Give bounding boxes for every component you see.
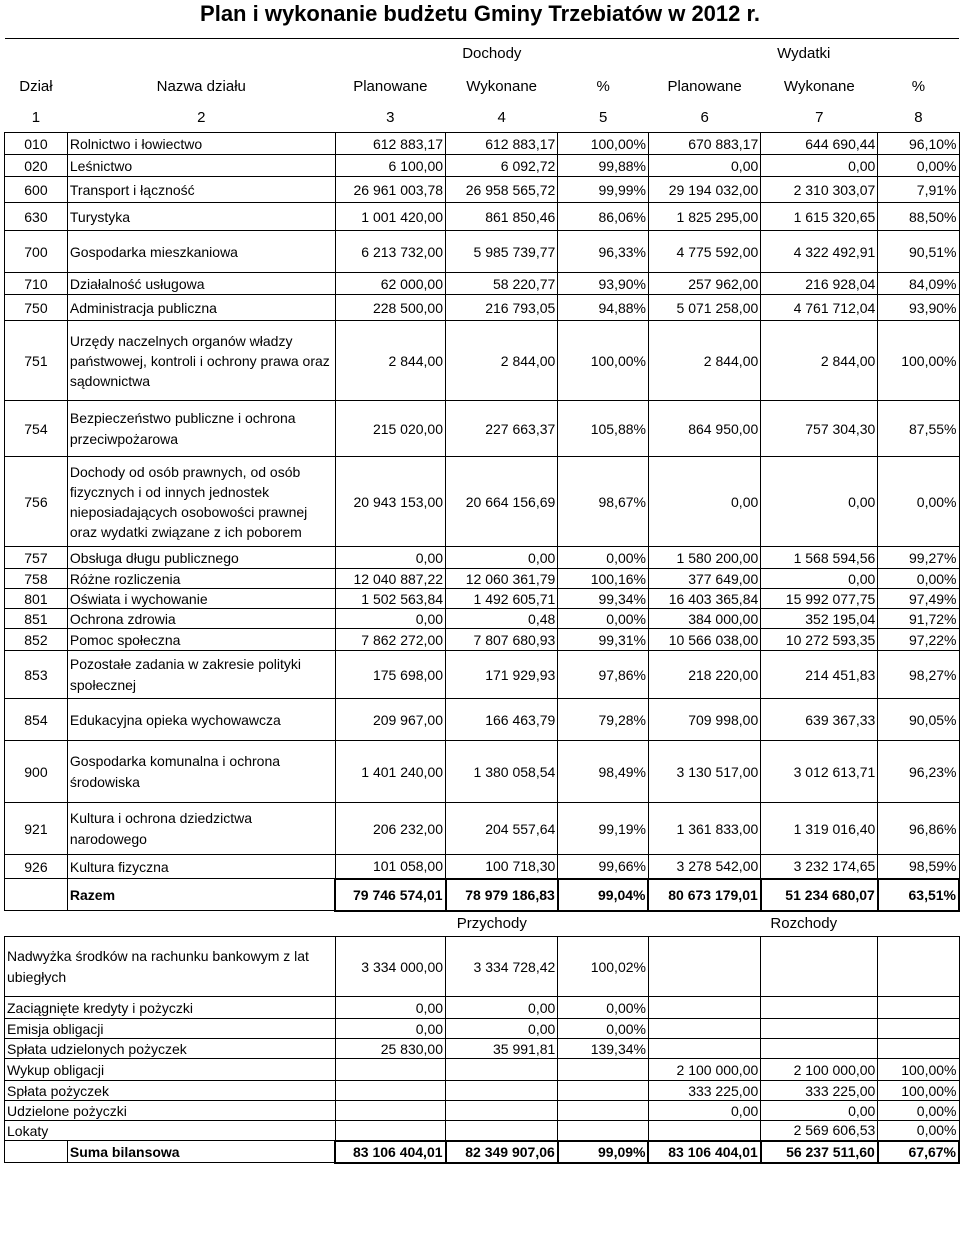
razem-value: 63,51% xyxy=(878,879,959,911)
finance-label: Spłata pożyczek xyxy=(5,1081,336,1101)
value-cell: 227 663,37 xyxy=(446,401,558,457)
table-row xyxy=(5,651,960,699)
value-cell: 171 929,93 xyxy=(446,651,558,699)
value-cell: 1 502 563,84 xyxy=(335,589,445,609)
table-row xyxy=(5,547,960,569)
suma-value: 83 106 404,01 xyxy=(648,1141,760,1163)
value-cell: 96,33% xyxy=(558,231,649,273)
value-cell: 1 580 200,00 xyxy=(648,547,760,569)
value-cell: 98,59% xyxy=(878,855,959,879)
suma-value: 83 106 404,01 xyxy=(335,1141,445,1163)
value-cell: 1 568 594,56 xyxy=(761,547,878,569)
value-cell: 209 967,00 xyxy=(335,699,445,741)
value-cell: 3 232 174,65 xyxy=(761,855,878,879)
value-cell: 100,00% xyxy=(878,1081,959,1101)
column-number: 3 xyxy=(335,105,445,133)
dzial-name: Pomoc społeczna xyxy=(67,629,335,651)
value-cell: 105,88% xyxy=(558,401,649,457)
value-cell: 93,90% xyxy=(878,295,959,321)
dzial-name: Różne rozliczenia xyxy=(67,569,335,589)
value-cell: 100,00% xyxy=(878,1059,959,1081)
value-cell: 166 463,79 xyxy=(446,699,558,741)
table-row xyxy=(5,321,960,401)
value-cell: 1 401 240,00 xyxy=(335,741,445,803)
value-cell: 90,51% xyxy=(878,231,959,273)
value-cell: 5 985 739,77 xyxy=(446,231,558,273)
value-cell: 87,55% xyxy=(878,401,959,457)
value-cell xyxy=(446,1121,558,1141)
value-cell: 10 566 038,00 xyxy=(648,629,760,651)
value-cell: 10 272 593,35 xyxy=(761,629,878,651)
value-cell: 0,00 xyxy=(761,155,878,177)
value-cell: 3 130 517,00 xyxy=(648,741,760,803)
value-cell: 0,00 xyxy=(648,155,760,177)
value-cell: 2 100 000,00 xyxy=(761,1059,878,1081)
column-number: 4 xyxy=(446,105,558,133)
razem-value: 99,04% xyxy=(558,879,649,911)
value-cell: 7 862 272,00 xyxy=(335,629,445,651)
value-cell: 86,06% xyxy=(558,203,649,231)
razem-value: 78 979 186,83 xyxy=(446,879,558,911)
table-row xyxy=(5,609,960,629)
dzial-code: 853 xyxy=(5,651,68,699)
value-cell: 228 500,00 xyxy=(335,295,445,321)
value-cell xyxy=(878,937,959,997)
table-row xyxy=(5,569,960,589)
table-row xyxy=(5,589,960,609)
value-cell: 0,00% xyxy=(878,1101,959,1121)
dzial-name: Ochrona zdrowia xyxy=(67,609,335,629)
dzial-name: Gospodarka mieszkaniowa xyxy=(67,231,335,273)
wydatki-header: Wydatki xyxy=(648,39,959,69)
value-cell: 1 492 605,71 xyxy=(446,589,558,609)
empty-cell xyxy=(5,1141,68,1163)
dzial-name: Rolnictwo i łowiectwo xyxy=(67,133,335,155)
value-cell: 215 020,00 xyxy=(335,401,445,457)
dzial-name: Działalność usługowa xyxy=(67,273,335,295)
value-cell: 7,91% xyxy=(878,177,959,203)
value-cell: 709 998,00 xyxy=(648,699,760,741)
value-cell: 2 310 303,07 xyxy=(761,177,878,203)
finance-row xyxy=(5,1101,960,1121)
value-cell: 35 991,81 xyxy=(446,1039,558,1059)
table-row xyxy=(5,855,960,879)
dzial-code: 600 xyxy=(5,177,68,203)
value-cell: 0,00 xyxy=(648,457,760,547)
value-cell: 612 883,17 xyxy=(335,133,445,155)
value-cell: 670 883,17 xyxy=(648,133,760,155)
value-cell: 377 649,00 xyxy=(648,569,760,589)
value-cell xyxy=(648,1121,760,1141)
dzial-code: 852 xyxy=(5,629,68,651)
empty-cell xyxy=(5,879,68,911)
table-row xyxy=(5,231,960,273)
empty-cell xyxy=(5,911,336,937)
dzial-code: 900 xyxy=(5,741,68,803)
value-cell: 2 844,00 xyxy=(648,321,760,401)
dzial-name: Gospodarka komunalna i ochrona środowiska xyxy=(67,741,335,803)
value-cell: 757 304,30 xyxy=(761,401,878,457)
finance-row xyxy=(5,1039,960,1059)
dzial-name: Bezpieczeństwo publiczne i ochrona przeciwpożarowa xyxy=(67,401,335,457)
value-cell: 1 825 295,00 xyxy=(648,203,760,231)
value-cell: 99,66% xyxy=(558,855,649,879)
finance-label: Emisja obligacji xyxy=(5,1019,336,1039)
value-cell: 97,86% xyxy=(558,651,649,699)
value-cell xyxy=(761,937,878,997)
dzial-code: 630 xyxy=(5,203,68,231)
value-cell: 93,90% xyxy=(558,273,649,295)
wydatki-planowane-header: Planowane xyxy=(667,77,742,95)
dochody-pct-header: % xyxy=(596,77,610,95)
value-cell: 94,88% xyxy=(558,295,649,321)
value-cell: 333 225,00 xyxy=(648,1081,760,1101)
dzial-name: Leśnictwo xyxy=(67,155,335,177)
finance-row xyxy=(5,1121,960,1141)
value-cell xyxy=(878,1039,959,1059)
value-cell: 0,00 xyxy=(648,1101,760,1121)
value-cell: 0,00% xyxy=(878,457,959,547)
value-cell: 98,49% xyxy=(558,741,649,803)
value-cell: 0,00 xyxy=(446,997,558,1019)
value-cell: 1 380 058,54 xyxy=(446,741,558,803)
dzial-code: 754 xyxy=(5,401,68,457)
value-cell: 0,00% xyxy=(558,609,649,629)
value-cell: 3 278 542,00 xyxy=(648,855,760,879)
page-title: Plan i wykonanie budżetu Gminy Trzebiatów w 2012 r. xyxy=(200,1,760,26)
value-cell: 175 698,00 xyxy=(335,651,445,699)
value-cell: 0,00 xyxy=(335,1019,445,1039)
value-cell: 333 225,00 xyxy=(761,1081,878,1101)
budget-table xyxy=(4,38,960,1164)
value-cell: 1 001 420,00 xyxy=(335,203,445,231)
value-cell xyxy=(648,1019,760,1039)
value-cell: 6 213 732,00 xyxy=(335,231,445,273)
value-cell: 0,00 xyxy=(335,609,445,629)
dzial-code: 921 xyxy=(5,803,68,855)
value-cell: 214 451,83 xyxy=(761,651,878,699)
table-row xyxy=(5,295,960,321)
dzial-code: 926 xyxy=(5,855,68,879)
value-cell: 96,23% xyxy=(878,741,959,803)
value-cell: 864 950,00 xyxy=(648,401,760,457)
value-cell: 98,67% xyxy=(558,457,649,547)
value-cell: 90,05% xyxy=(878,699,959,741)
razem-value: 51 234 680,07 xyxy=(761,879,878,911)
value-cell xyxy=(446,1081,558,1101)
value-cell: 97,49% xyxy=(878,589,959,609)
finance-label: Udzielone pożyczki xyxy=(5,1101,336,1121)
table-row xyxy=(5,273,960,295)
value-cell: 861 850,46 xyxy=(446,203,558,231)
value-cell xyxy=(335,1059,445,1081)
finance-row xyxy=(5,1059,960,1081)
dzial-name: Transport i łączność xyxy=(67,177,335,203)
value-cell: 1 615 320,65 xyxy=(761,203,878,231)
razem-value: 79 746 574,01 xyxy=(335,879,445,911)
value-cell: 0,00 xyxy=(446,1019,558,1039)
value-cell: 2 844,00 xyxy=(761,321,878,401)
finance-row xyxy=(5,1019,960,1039)
table-row xyxy=(5,401,960,457)
finance-label: Lokaty xyxy=(5,1121,336,1141)
value-cell: 96,10% xyxy=(878,133,959,155)
column-number: 8 xyxy=(878,105,959,133)
rozchody-header: Rozchody xyxy=(770,914,838,932)
dzial-name: Kultura fizyczna xyxy=(67,855,335,879)
value-cell xyxy=(558,1121,649,1141)
value-cell xyxy=(761,997,878,1019)
value-cell: 0,00 xyxy=(761,569,878,589)
suma-value: 56 237 511,60 xyxy=(761,1141,878,1163)
value-cell: 99,34% xyxy=(558,589,649,609)
suma-value: 82 349 907,06 xyxy=(446,1141,558,1163)
table-row xyxy=(5,629,960,651)
dochody-planowane-header: Planowane xyxy=(353,77,428,95)
value-cell: 3 334 000,00 xyxy=(335,937,445,997)
value-cell: 139,34% xyxy=(558,1039,649,1059)
table-row xyxy=(5,155,960,177)
value-cell: 206 232,00 xyxy=(335,803,445,855)
finance-subheader-row xyxy=(5,911,960,937)
value-cell: 79,28% xyxy=(558,699,649,741)
value-cell: 100,00% xyxy=(878,321,959,401)
value-cell: 58 220,77 xyxy=(446,273,558,295)
value-cell xyxy=(648,937,760,997)
dzial-code: 751 xyxy=(5,321,68,401)
value-cell: 100 718,30 xyxy=(446,855,558,879)
value-cell: 97,22% xyxy=(878,629,959,651)
value-cell: 0,00% xyxy=(558,997,649,1019)
value-cell xyxy=(761,1019,878,1039)
value-cell xyxy=(335,1081,445,1101)
value-cell xyxy=(558,1081,649,1101)
table-row xyxy=(5,457,960,547)
suma-value: 67,67% xyxy=(878,1141,959,1163)
finance-label: Zaciągnięte kredyty i pożyczki xyxy=(5,997,336,1019)
table-row xyxy=(5,741,960,803)
value-cell: 0,00 xyxy=(761,1101,878,1121)
suma-value: 99,09% xyxy=(558,1141,649,1163)
value-cell: 6 092,72 xyxy=(446,155,558,177)
value-cell: 15 992 077,75 xyxy=(761,589,878,609)
value-cell: 612 883,17 xyxy=(446,133,558,155)
value-cell: 0,00% xyxy=(878,1121,959,1141)
value-cell: 352 195,04 xyxy=(761,609,878,629)
dzial-name: Obsługa długu publicznego xyxy=(67,547,335,569)
value-cell: 98,27% xyxy=(878,651,959,699)
value-cell xyxy=(558,1101,649,1121)
finance-label: Wykup obligacji xyxy=(5,1059,336,1081)
column-number: 7 xyxy=(761,105,878,133)
value-cell: 99,19% xyxy=(558,803,649,855)
value-cell: 100,02% xyxy=(558,937,649,997)
value-cell: 4 322 492,91 xyxy=(761,231,878,273)
value-cell: 2 569 606,53 xyxy=(761,1121,878,1141)
dzial-name: Oświata i wychowanie xyxy=(67,589,335,609)
value-cell: 20 664 156,69 xyxy=(446,457,558,547)
value-cell: 0,00% xyxy=(558,547,649,569)
value-cell: 2 844,00 xyxy=(446,321,558,401)
dochody-wykonane-header: Wykonane xyxy=(466,77,538,95)
dzial-code: 757 xyxy=(5,547,68,569)
value-cell: 100,16% xyxy=(558,569,649,589)
razem-value: 80 673 179,01 xyxy=(648,879,760,911)
value-cell xyxy=(335,1121,445,1141)
value-cell: 1 319 016,40 xyxy=(761,803,878,855)
value-cell: 0,00% xyxy=(878,155,959,177)
dzial-code: 756 xyxy=(5,457,68,547)
value-cell: 12 060 361,79 xyxy=(446,569,558,589)
value-cell: 644 690,44 xyxy=(761,133,878,155)
dzial-code: 851 xyxy=(5,609,68,629)
dzial-name: Administracja publiczna xyxy=(67,295,335,321)
dzial-code: 758 xyxy=(5,569,68,589)
razem-row xyxy=(5,879,960,911)
dzial-code: 750 xyxy=(5,295,68,321)
value-cell: 4 775 592,00 xyxy=(648,231,760,273)
value-cell: 99,88% xyxy=(558,155,649,177)
value-cell: 29 194 032,00 xyxy=(648,177,760,203)
dzial-code: 020 xyxy=(5,155,68,177)
value-cell: 1 361 833,00 xyxy=(648,803,760,855)
dzial-code: 854 xyxy=(5,699,68,741)
value-cell: 2 844,00 xyxy=(335,321,445,401)
value-cell: 16 403 365,84 xyxy=(648,589,760,609)
razem-label: Razem xyxy=(67,879,335,911)
dzial-name: Turystyka xyxy=(67,203,335,231)
table-row xyxy=(5,699,960,741)
value-cell: 3 334 728,42 xyxy=(446,937,558,997)
dzial-name: Edukacyjna opieka wychowawcza xyxy=(67,699,335,741)
value-cell: 99,27% xyxy=(878,547,959,569)
przychody-header: Przychody xyxy=(456,914,527,932)
nazwa-header: Nazwa działu xyxy=(156,77,246,95)
value-cell xyxy=(446,1101,558,1121)
value-cell: 218 220,00 xyxy=(648,651,760,699)
value-cell: 12 040 887,22 xyxy=(335,569,445,589)
value-cell: 26 958 565,72 xyxy=(446,177,558,203)
table-row xyxy=(5,177,960,203)
value-cell: 0,00 xyxy=(761,457,878,547)
value-cell: 0,48 xyxy=(446,609,558,629)
value-cell xyxy=(878,997,959,1019)
suma-row xyxy=(5,1141,960,1163)
column-number: 2 xyxy=(67,105,335,133)
suma-label: Suma bilansowa xyxy=(67,1141,335,1163)
table-row xyxy=(5,133,960,155)
value-cell xyxy=(878,1019,959,1039)
value-cell: 62 000,00 xyxy=(335,273,445,295)
value-cell: 0,00% xyxy=(558,1019,649,1039)
value-cell: 101 058,00 xyxy=(335,855,445,879)
column-number: 1 xyxy=(5,105,68,133)
value-cell: 25 830,00 xyxy=(335,1039,445,1059)
value-cell: 2 100 000,00 xyxy=(648,1059,760,1081)
finance-row xyxy=(5,1081,960,1101)
finance-row xyxy=(5,937,960,997)
finance-label: Nadwyżka środków na rachunku bankowym z lat ubiegłych xyxy=(5,937,336,997)
value-cell: 100,00% xyxy=(558,321,649,401)
dzial-name: Dochody od osób prawnych, od osób fizycznych i od innych jednostek nieposiadających osobowości prawnej oraz wydatki związane z ich poborem xyxy=(67,457,335,547)
value-cell: 0,00 xyxy=(446,547,558,569)
dzial-name: Pozostałe zadania w zakresie polityki społecznej xyxy=(67,651,335,699)
value-cell xyxy=(335,1101,445,1121)
value-cell: 257 962,00 xyxy=(648,273,760,295)
value-cell: 6 100,00 xyxy=(335,155,445,177)
budget-table-body xyxy=(5,39,960,1163)
wydatki-pct-header: % xyxy=(911,77,926,95)
value-cell: 5 071 258,00 xyxy=(648,295,760,321)
value-cell: 84,09% xyxy=(878,273,959,295)
value-cell: 99,31% xyxy=(558,629,649,651)
dzial-code: 010 xyxy=(5,133,68,155)
wydatki-wykonane-header: Wykonane xyxy=(783,77,855,95)
value-cell: 3 012 613,71 xyxy=(761,741,878,803)
dochody-header: Dochody xyxy=(335,39,648,69)
dzial-code: 700 xyxy=(5,231,68,273)
value-cell: 384 000,00 xyxy=(648,609,760,629)
value-cell: 204 557,64 xyxy=(446,803,558,855)
value-cell: 99,99% xyxy=(558,177,649,203)
value-cell xyxy=(558,1059,649,1081)
value-cell xyxy=(648,997,760,1019)
finance-label: Spłata udzielonych pożyczek xyxy=(5,1039,336,1059)
value-cell: 216 793,05 xyxy=(446,295,558,321)
value-cell: 7 807 680,93 xyxy=(446,629,558,651)
value-cell: 0,00 xyxy=(335,997,445,1019)
table-row xyxy=(5,803,960,855)
value-cell: 26 961 003,78 xyxy=(335,177,445,203)
finance-row xyxy=(5,997,960,1019)
value-cell: 96,86% xyxy=(878,803,959,855)
value-cell: 100,00% xyxy=(558,133,649,155)
value-cell: 20 943 153,00 xyxy=(335,457,445,547)
value-cell xyxy=(761,1039,878,1059)
value-cell: 88,50% xyxy=(878,203,959,231)
value-cell: 0,00 xyxy=(335,547,445,569)
dzial-name: Kultura i ochrona dziedzictwa narodowego xyxy=(67,803,335,855)
dzial-code: 801 xyxy=(5,589,68,609)
value-cell: 216 928,04 xyxy=(761,273,878,295)
value-cell xyxy=(648,1039,760,1059)
column-number: 5 xyxy=(558,105,649,133)
value-cell: 91,72% xyxy=(878,609,959,629)
value-cell: 0,00% xyxy=(878,569,959,589)
column-number: 6 xyxy=(648,105,760,133)
dzial-code: 710 xyxy=(5,273,68,295)
dzial-name: Urzędy naczelnych organów władzy państwowej, kontroli i ochrony prawa oraz sądownictwa xyxy=(67,321,335,401)
value-cell xyxy=(446,1059,558,1081)
table-row xyxy=(5,203,960,231)
dzial-header: Dział xyxy=(19,77,53,95)
value-cell: 4 761 712,04 xyxy=(761,295,878,321)
value-cell: 639 367,33 xyxy=(761,699,878,741)
